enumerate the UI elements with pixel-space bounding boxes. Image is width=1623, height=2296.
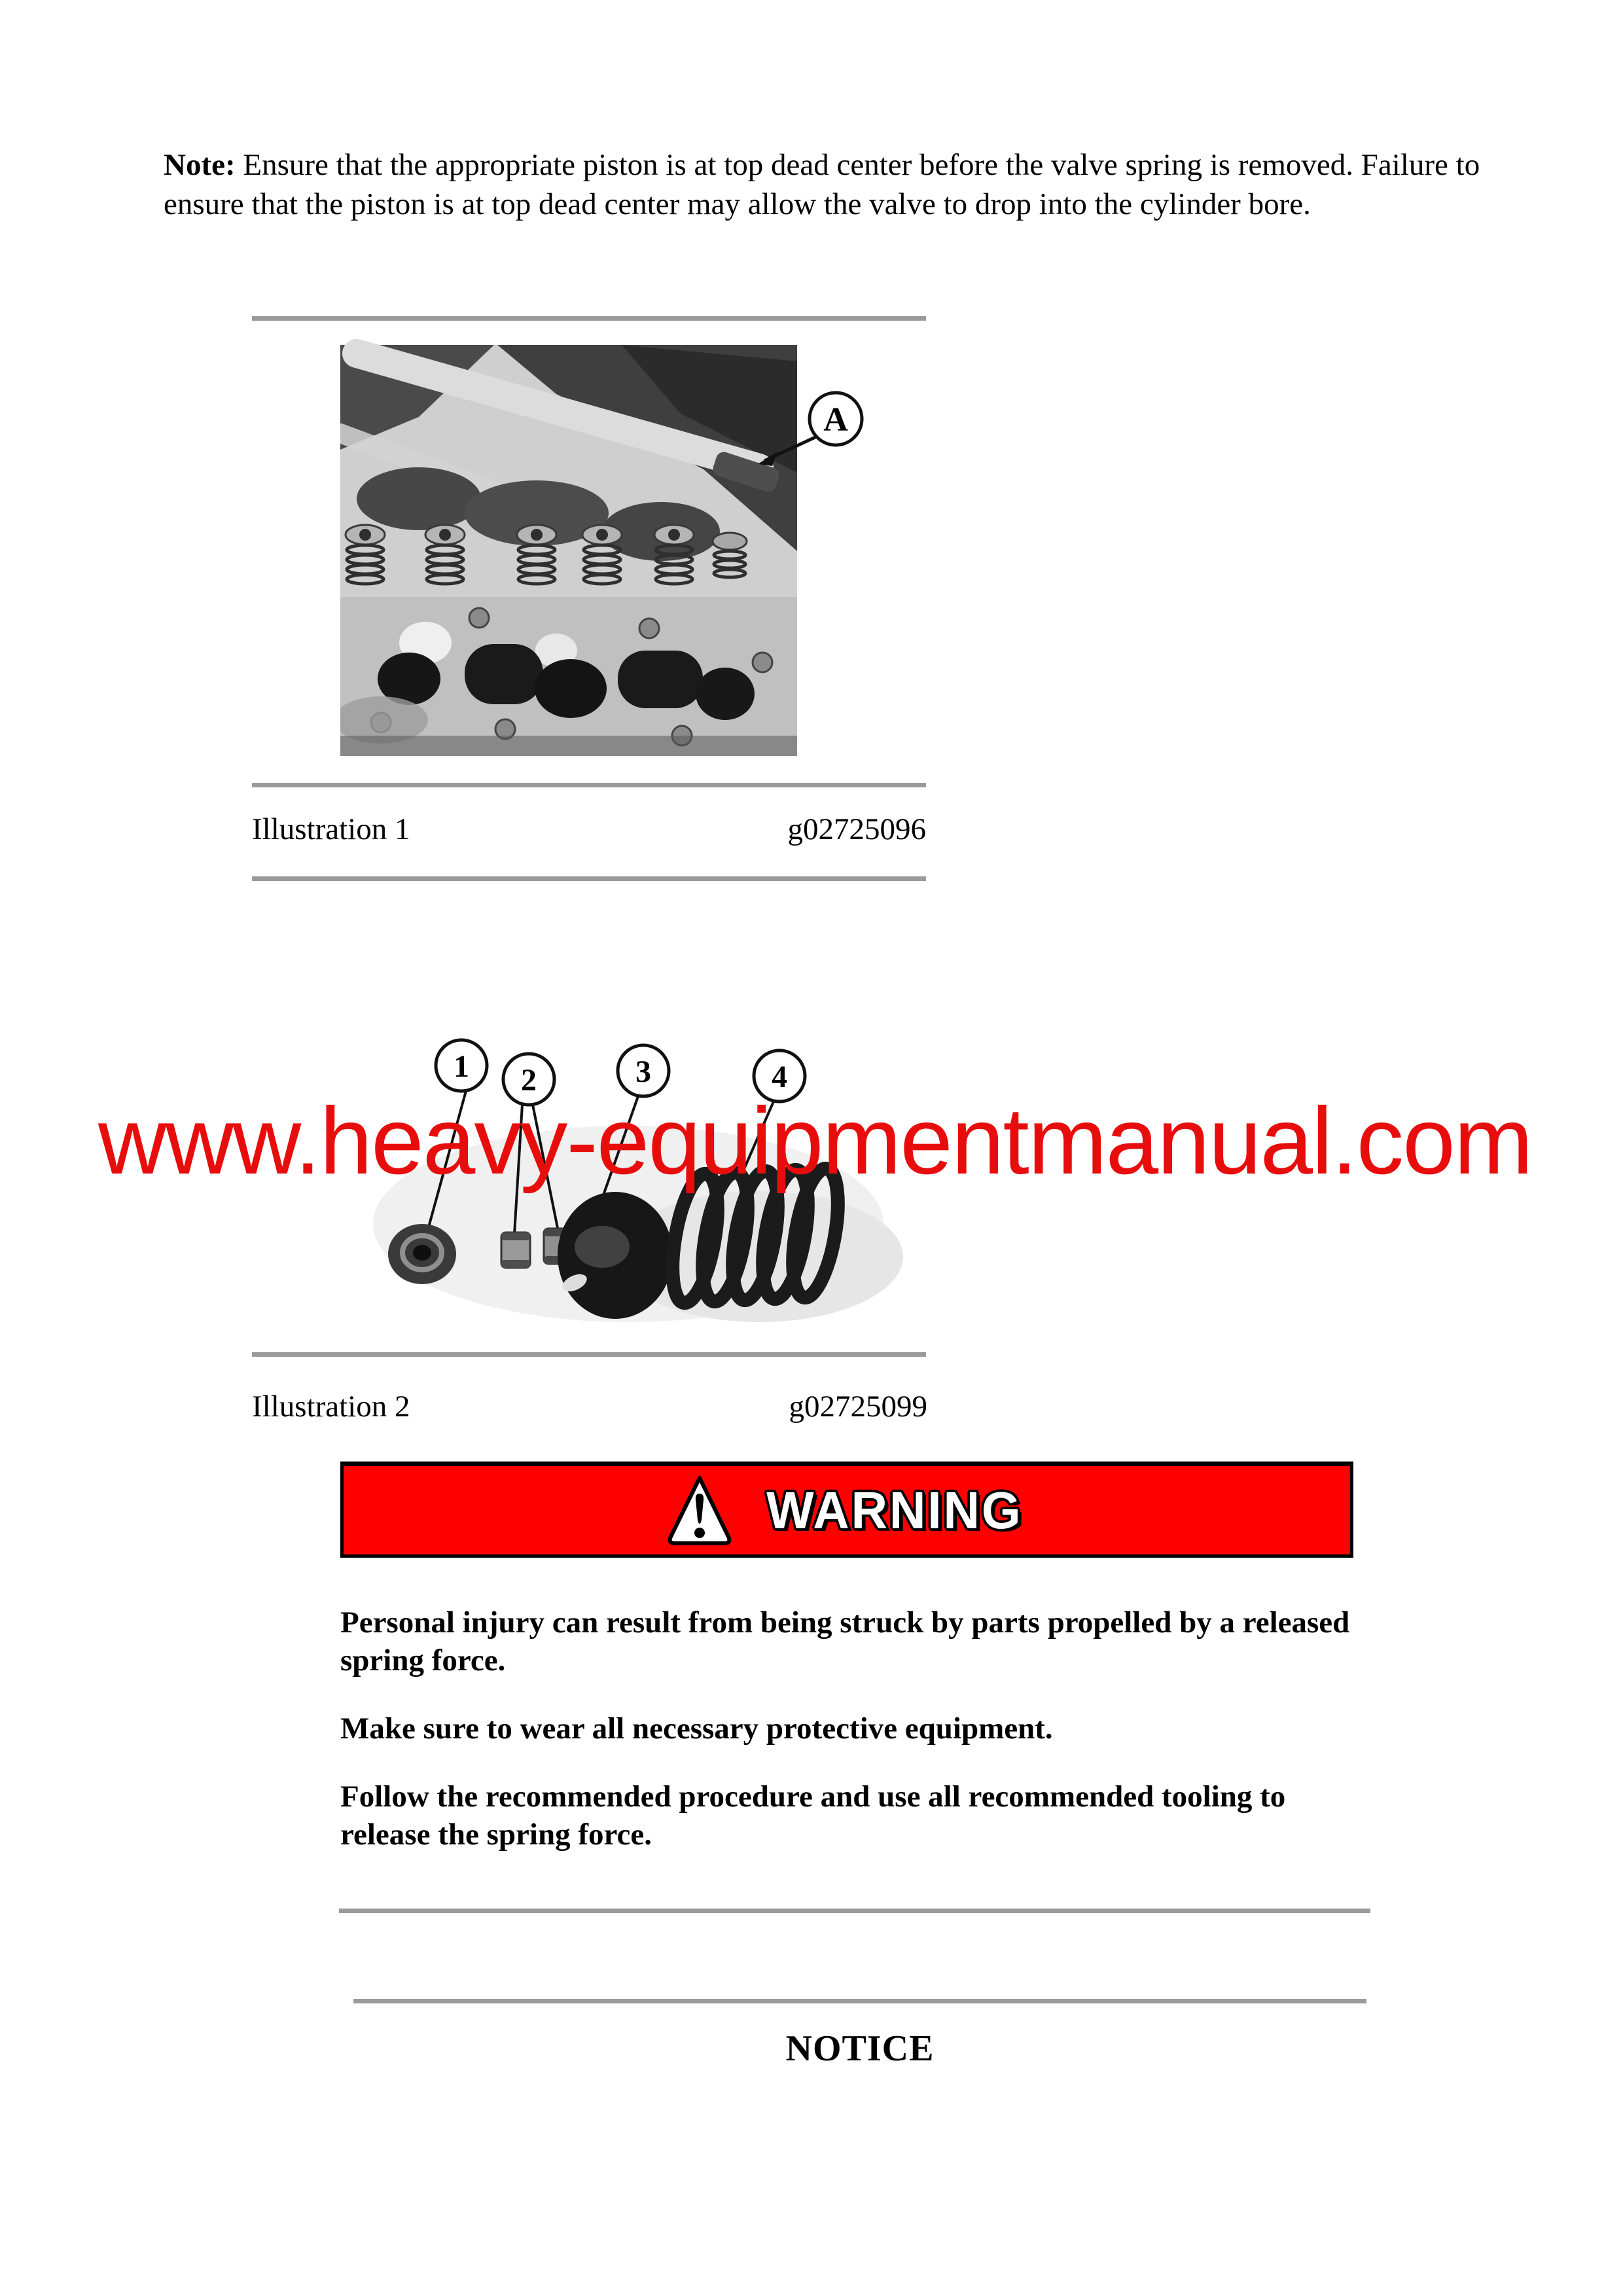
warning-banner bbox=[340, 1462, 1353, 1558]
warning-paragraph: Follow the recommended procedure and use all recommended tooling to release the spring force. bbox=[340, 1780, 1286, 1852]
callout-3-label: 3 bbox=[635, 1054, 651, 1089]
figure1-caption-row bbox=[252, 812, 926, 847]
notice-title: NOTICE bbox=[785, 2028, 935, 2069]
divider-rule bbox=[252, 316, 926, 321]
figure1-caption: Illustration 1 bbox=[252, 812, 410, 846]
warning-triangle-icon bbox=[666, 1474, 734, 1547]
divider-rule bbox=[252, 783, 926, 787]
note-text: Ensure that the appropriate piston is at top dead center before the valve spring is removed. Failure to ensure that the piston is at top dead center may allow the valve to drop into the cylinder bore. bbox=[164, 148, 1480, 221]
rocker-arms bbox=[357, 467, 481, 530]
warning-title: WARNING bbox=[766, 1480, 1023, 1539]
figure1-id: g02725096 bbox=[787, 812, 926, 846]
valve-stem-seal bbox=[388, 1224, 456, 1284]
divider-rule bbox=[353, 1999, 1366, 2003]
warning-paragraphs bbox=[340, 1604, 1369, 1884]
note-label: Note: bbox=[164, 148, 236, 182]
callout-4-label: 4 bbox=[772, 1060, 787, 1094]
spring-retainer bbox=[558, 1192, 673, 1319]
callout-a-label: A bbox=[823, 401, 848, 439]
callout-2-label: 2 bbox=[521, 1063, 537, 1098]
figure2-caption: Illustration 2 bbox=[252, 1390, 410, 1424]
divider-rule bbox=[252, 1352, 926, 1357]
figure2-caption-row bbox=[252, 1389, 927, 1424]
figure2-id: g02725099 bbox=[789, 1390, 927, 1424]
note-paragraph bbox=[164, 145, 1482, 224]
divider-rule bbox=[339, 1909, 1370, 1913]
illustration-1-photo bbox=[340, 335, 926, 761]
warning-paragraph: Personal injury can result from being struck by parts propelled by a released spring force. bbox=[340, 1605, 1350, 1677]
warning-paragraph: Make sure to wear all necessary protective equipment. bbox=[340, 1712, 1053, 1746]
callout-1-label: 1 bbox=[454, 1049, 469, 1084]
divider-rule bbox=[252, 876, 926, 881]
watermark-text: www.heavy-equipmentmanual.com bbox=[98, 1088, 1532, 1194]
